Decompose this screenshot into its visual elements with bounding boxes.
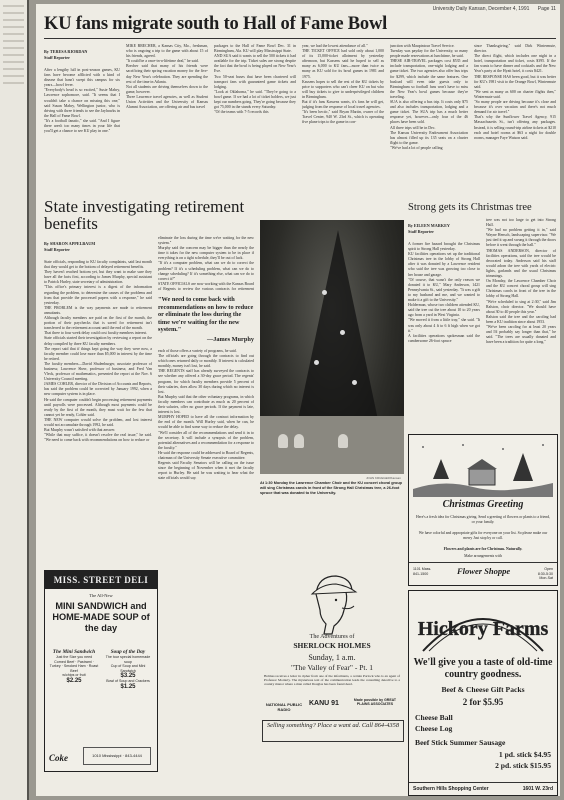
flower-shop-address: 1101 Mass. 841-1500	[413, 567, 432, 576]
mini-sandwich-price: $2.25	[66, 677, 82, 684]
hickory-tagline: We'll give you a taste of old-time country goodness.	[413, 657, 553, 680]
newspaper-page	[36, 4, 560, 796]
soup-title: Soup of the Day	[110, 649, 146, 655]
tree-story-column-2: tree was not too large to get into Strong Hall. "We had no problem getting it in," said Wayne Hensch, landscaping supervisor. "We just tied it up and swung it through the doors before it went through the hall." THOMAS ANDERSON, director of facilities operations, said the tree would be decorated today. Anderson said his staff would adorn the tree with yards of electric lights, garlands and the usual Christmas trimmings. On Monday, the Lawrence Chamber Choir and the KU concert choral group will sing Christmas carols in front of the tree in the lobby of Strong Hall. "We're scheduled to sing at 2:30," said Jim Ralston, choir director. "We should have about 30 to 40 people this year." Ralston said the tree and the caroling had been a KU tradition since about 1953. "We've been caroling for at least 20 years and I'd probably say longer than that," he said. "The trees are usually donated and have been a tradition for quite a long."	[486, 218, 556, 345]
sherlock-airtime: Sunday, 1 a.m.	[308, 653, 356, 662]
flower-shop-footer	[409, 562, 557, 585]
lead-headline: KU fans migrate south to Hall of Fame Bowl	[44, 14, 388, 34]
sherlock-sponsor-logos	[264, 698, 400, 716]
soup-sub: The tour special homemade soup	[105, 655, 151, 664]
sponsor-credit: Made possible by GREAT PLAINS ASSOCIATES	[353, 698, 397, 706]
sherlock-title-main: SHERLOCK HOLMES	[293, 641, 371, 650]
hickory-address: 1601 W. 23rd	[522, 786, 553, 792]
sherlock-title	[262, 634, 402, 650]
retirement-headline: State investigating retirement benefits	[44, 197, 245, 233]
retirement-story-column-3: each of those offers a variety of programs, he said. The officials are going through the contracts to find out which ones returned daily or monthly. If interest is calculated monthly, money isn't lost, he said. THE REGENTS staff has already surveyed the contracts to see whether any offered a 30-day grace period. The regents' program, for which faculty members provide 5 percent of their salaries, does allow 30 days during which no interest is lost. But Murphy said that the other voluntary programs, in which faculty members can contribute as much as 20 percent of their salaries, offer no grace periods. If the payment is late, interest is lost. MURPHY HOPED to have all the contract information by the end of the month. Will Hurley said, when he can, he would be able to find some way to reduce the delay. "We'll consider all of the recommendations and send it in to the secretary. It will include a synopsis of the problem, potential alternatives and a recommendation for a response to the faculty." He said the response could be addressed to Board of Regents, chairman of the University Senate executive committee. Regents said Faculty Senators will be calling on the issue since the beginning of November when it met the faculty report to Hurley. He said he was waiting to hear what the state officials would say.	[158, 349, 254, 481]
soup-bowl: Bowl of Soup and Crackers	[106, 679, 150, 684]
retirement-byline: By SHARON APPELBAUM Staff Reporter	[44, 241, 96, 252]
child-figure	[278, 434, 288, 448]
ornament	[352, 380, 357, 385]
summer-sausage-label: Beef Stick Summer Sausage	[415, 738, 506, 747]
deli-address-box	[83, 747, 151, 765]
retirement-story-column-1	[44, 236, 152, 564]
sherlock-episode: "The Valley of Fear" - Pt. 1	[290, 663, 373, 672]
bowl-story-column-1	[44, 44, 120, 184]
ornament	[322, 290, 327, 295]
cheese-log-label: Cheese Log	[415, 724, 453, 733]
mini-sandwich-note: w/chips or fruit	[62, 673, 86, 678]
sherlock-holmes-advertisement	[262, 570, 402, 718]
flower-shop-hours: Open 8:30-5:30 Mon-Sat	[537, 567, 553, 581]
bowl-story-column-3: packages to the Hall of Fame Bowl Dec. 31 in Birmingham, Ala. KU will play Mississippi State. AND SUA said it wants to sell the 500 tickets it had available for the trip. Ticket sales are strong despite the fact that the bowl is being played on New Year's Eve. Two 50-seat buses that have been chartered will transport fans with guaranteed game tickets and lodging. "Look at Oklahoma," he said. "They're going to a bowl game. If we had a lot of ticket holders, we just kept our numbers going. They're going because they got 75,000 in the stands every Saturday. "Of the teams with 7-5 records this	[214, 44, 296, 115]
npr-logo: NATIONAL PUBLIC RADIO	[265, 702, 303, 712]
hickory-location: Southern Hills Shopping Center	[413, 786, 489, 792]
christmas-tree-headline: Strong gets its Christmas tree	[408, 202, 532, 213]
deli-address: 1010 Mississippi · 843-4444	[92, 753, 142, 758]
tree-story-text-1: A former fire hazard brought the Christmas spirit to Strong Hall yesterday. KU facilities operations set up the traditional Christmas tree in the lobby of Strong Hall after it was donated by a Lawrence resident who said the tree was growing too close to her house and garage. "Of course, that wasn't the only reason we donated it to KU," Mary Anderson, 1421 Pennsylvania St., said yesterday. "It was a gift to my husband and me, and we wanted to make it a gift to the University." Holderman, whose two children attended KU, said the tree cut the tree about 10 to 20 years ago from a yard in West Virginia. "We moved it from a little tray," she said. "It was only about 4 ft to 6 ft high when we got it." A facilities operations spokesman said the cumbersome 26-foot spruce	[408, 242, 480, 343]
deli-advertisement	[44, 570, 158, 772]
sausage-price-2: 2 pd. stick $15.95	[495, 761, 551, 770]
flower-ad-line-2: We have colorful and appropriate gifts for everyone on your list. So please make our merry Just stop by or call.	[418, 531, 548, 540]
previous-page-edge	[0, 0, 29, 800]
hickory-footer	[409, 782, 557, 795]
deli-tagline: The All-New	[89, 593, 113, 598]
christmas-tree-photo	[260, 220, 404, 474]
pull-quote-text: "We need to come back with recommendations on how to reduce or eliminate the loss during the time we're waiting for the new system."	[158, 296, 254, 334]
bowl-story-column-4: year, we had the lowest attendance of all." THE TICKET OFFICE had sold only about 1,000 of its 15,000-ticket allotment by yesterday afternoon, but Kassens said he hoped to sell as many as 6,000 to KU fans—more than twice as many as KU sold for its bowl games in 1981 and 1975. Kassens hopes to sell the rest of the KU tickets by price to supporters who can't cheer KU on but who will buy tickets to give to underprivileged children in Birmingham. But if it's fans Kassens wants, it's fans he will get, judging from the response of local travel agencies. "It's been hectic," said Bryan Martin, owner of the Travel Center, 940 W. 23rd St., which is operating five plane trips to the game in con-	[302, 44, 384, 125]
pull-quote-attribution: —James Murphy	[206, 335, 254, 343]
flower-ad-line-1: Here's a fresh idea for Christmas giving. Send a greeting of flowers or plants to a friend, or your family.	[416, 515, 550, 524]
retirement-text-1: State officials, responding to KU faculty complaints, said last month that they would get to the bottom of delayed retirement benefits. They haven't reached bottom yet, but they want to make sure they have all the facts first, according to James Murphy, special assistant to Patrick Hurley, state secretary of administration. "This office's primary interest is a digest of the information regarding the problem, to determine the causes of the problems and from that provide the processed papers with a response," he said yesterday. THE PROBLEM is the way payments are made to retirement annuitants. Although faculty members are paid on the first of the month, the portion of their paychecks that is saved for retirement isn't transferred to the retirement account until the end of the month. That three to four week delay could cost faculty members interest. State officials started their investigation by reviewing a report on the delay compiled by three KU faculty members. The report said that if things kept going the way they were now, a faculty member could lose more than $5,000 in interest by the time he retired. The faculty members—David Shulenburger, associate professor of business; Lawrence Sherr, professor of business; and Fred Van Vleck, professor of mathematics, presented the report at the Nov. 6 University Council meeting. JAMES COHLER, director of the Division of Accounts and Reports, has said the problem could be corrected by January 1992, when a new computer system is in place. He said the computer couldn't begin processing retirement payments until payrolls were processed. Although most payments could be ready by the first of the month, they must wait for the few that cannot yet be ready, Cohler said. THE NEW computer would solve the problem, and lost interest would not accumulate through 1992, he said. But Murphy wasn't satisfied with that answer. "While that may suffice, it doesn't resolve the real issue," he said. "We need to come back with recommendations on how to reduce or	[44, 260, 152, 443]
mini-sandwich-box	[49, 649, 99, 684]
sherlock-silhouette-icon	[302, 570, 362, 636]
photo-caption: At 1:30 Monday the Lawrence Chamber Choir and the KU concert choral group will sing Christmas carols in front of the Strong Hall Christmas tree, a 26-foot spruce that was donated to the University.	[260, 481, 402, 495]
soup-bowl-price: $1.25	[120, 683, 136, 690]
deli-headline: MINI SANDWICH and HOME-MADE SOUP of the day	[52, 601, 150, 633]
child-figure	[294, 434, 304, 448]
flower-ad-line-4: Make arrangements with	[464, 554, 502, 558]
bowl-story-column-6: since Thanksgiving," said Dirk Wintermute, director. The direct flight, which includes one night in a hotel, transportation and ticket, costs $395. If the fan wants to have dinner and cocktails and the New Year's party at the Hyatt hotel, it costs $421. THE RESPONSE HAS been good, but it was better for KU's 1981 visit to the Orange Bowl, Wintermute said. "We sent as many as 600 on charter flights then," Wintermute said. "So many people are driving because it's close and because it's over vacation and there's not much demand for air travel." That's why the Sunflower Travel Agency, 915 Massachusetts St., isn't offering any packages. Instead, it is selling round-trip airline tickets at $210 each and hotel rooms at $63 a night for double rooms, manager Faye Watson said.	[474, 44, 556, 140]
deli-sign: MISS. STREET DELI	[45, 571, 157, 589]
ornament	[314, 360, 319, 365]
christmas-greeting-heading: Christmas Greeting	[442, 499, 524, 510]
headline-rule	[44, 38, 556, 39]
retirement-story-column-2: eliminate the loss during the time we're waiting for the new system." Murphy said the concern may be bigger than the nearly the time it takes for the new computer system to be in place if everything is on a tight schedule, they'll be out of luck. "If it's a computer problem, what can we do to correct the problem? If it's a scheduling problem, what can we do to change scheduling? If it's something else, what can we do to correct it?" STATE OFFICIALS are now working with the Kansas Board of Regents to review the various contracts for retirement	[158, 236, 254, 291]
hickory-farms-advertisement	[408, 590, 558, 796]
bowl-story-byline: By TERESA RIORDAN Staff Reporter	[44, 49, 88, 60]
flower-shoppe-advertisement	[408, 434, 558, 586]
coke-logo: Coke	[49, 753, 68, 763]
folio-text: University Daily Kansan, December 4, 1991	[432, 6, 530, 12]
bowl-story-text-1: After a lengthy lull in post-season games, KU fans have become afflicted with a kind of disease that hasn't swept this campus for six years—bowl fever. "Everybody's head is so excited," Susie Mabry, Lawrence sophomore, said. "It seems that I wouldn't take a chance on missing this one," said Susan Mabry, Wellington junior, who is driving with three friends to see the Jayhawks in the Hall of Fame Bowl. "It's a football fanatic," she said. "And I figure there aren't too many times in your life that you'll get a chance to see KU play in one."	[44, 68, 120, 134]
flower-ad-line-3: Flowers and plants are for Christmas. Naturally.	[443, 547, 523, 551]
tree-story-byline: By EILEEN MARKEY Staff Reporter	[408, 223, 450, 234]
sherlock-description: Holmes receives a letter in cipher from one of the informants, a certain Porlock who is an agent of Professor Moriarty. The mysterious text of the communication leads the consulting detective to a country manor where a man called Douglas has been found dead.	[264, 674, 400, 687]
cheese-ball-label: Cheese Ball	[415, 713, 453, 722]
tree-silhouette	[298, 230, 378, 420]
mini-sandwich-sub: Just the Size you need	[55, 655, 93, 659]
mini-sandwich-title: The Mini Sandwich	[52, 649, 96, 655]
photo-credit: JOHN KRUEGER/Kansan	[366, 476, 401, 480]
flower-shop-name: Flower Shoppe	[457, 566, 511, 576]
sherlock-title-top: The Adventures of	[309, 634, 355, 640]
bowl-story-column-5: junction with Maupintour Travel Service. Tuesday was payday for the University, so many people made reservations at lunchtime, he said. THESE AIR-TRAVEL packages cost $535 and include transportation, one-night lodging and a game ticket. The two agencies also offer bus trips for $299, which include the same features. One busload will even take guests only to Birmingham so football fans won't have to miss the New Year's bowl games because they're traveling. SUA is also offering a bus trip. It costs only $75 and also includes transportation, lodging and a game ticket. The SUA trip has a much better response yet, however—only four of the 46 places have been sold. All three trips will be in Dec. The Kansas University Endowment Association has almost filled up its 135 seats on a charter flight to the game. "We've had a lot of people calling	[390, 44, 468, 150]
soup-combo-price: $3.25	[120, 673, 136, 680]
tree-story-column-1	[408, 218, 480, 430]
gift-packs-label: Beef & Cheese Gift Packs	[441, 685, 525, 694]
ornament	[340, 330, 345, 335]
hickory-brand-text: Hickory Farms	[417, 618, 549, 640]
want-ad-promo: Selling something? Place a want ad. Call 864-4358	[262, 720, 404, 742]
gift-packs-price: 2 for $5.95	[462, 697, 504, 707]
soup-of-day-box	[103, 649, 153, 690]
page-number: Page 11	[537, 6, 556, 12]
hickory-farms-logo	[413, 595, 553, 655]
child-figure	[338, 434, 348, 448]
pull-quote	[158, 296, 254, 344]
bowl-story-column-2: MIKE BRECHER, a Kansas City, Mo., freshman, who is ongoing a trip to the game with about 15 of his friends, agreed. "It could be a once-in-a-lifetime deal," he said. Brecher said that many of his friends were sacrificing their spring vacation money for the five-day New Year's celebration. They are spending the rest of the time in Atlanta. Not all students are driving themselves down to the game, however. Three Lawrence travel agencies, as well as Student Union Activities and the University of Kansas Alumni Association, are offering air and bus travel	[126, 44, 208, 110]
sausage-price-1: 1 pd. stick $4.95	[498, 750, 551, 759]
soup-combo: Cup of Soup and Mini Sandwich	[110, 664, 146, 673]
holiday-scene-illustration	[413, 439, 553, 497]
mini-sandwich-items: Corned Beef · Pastrami · Turkey · Smoked Ham · Roast Beef	[49, 659, 99, 673]
kanu-logo: KANU 91	[309, 700, 339, 707]
